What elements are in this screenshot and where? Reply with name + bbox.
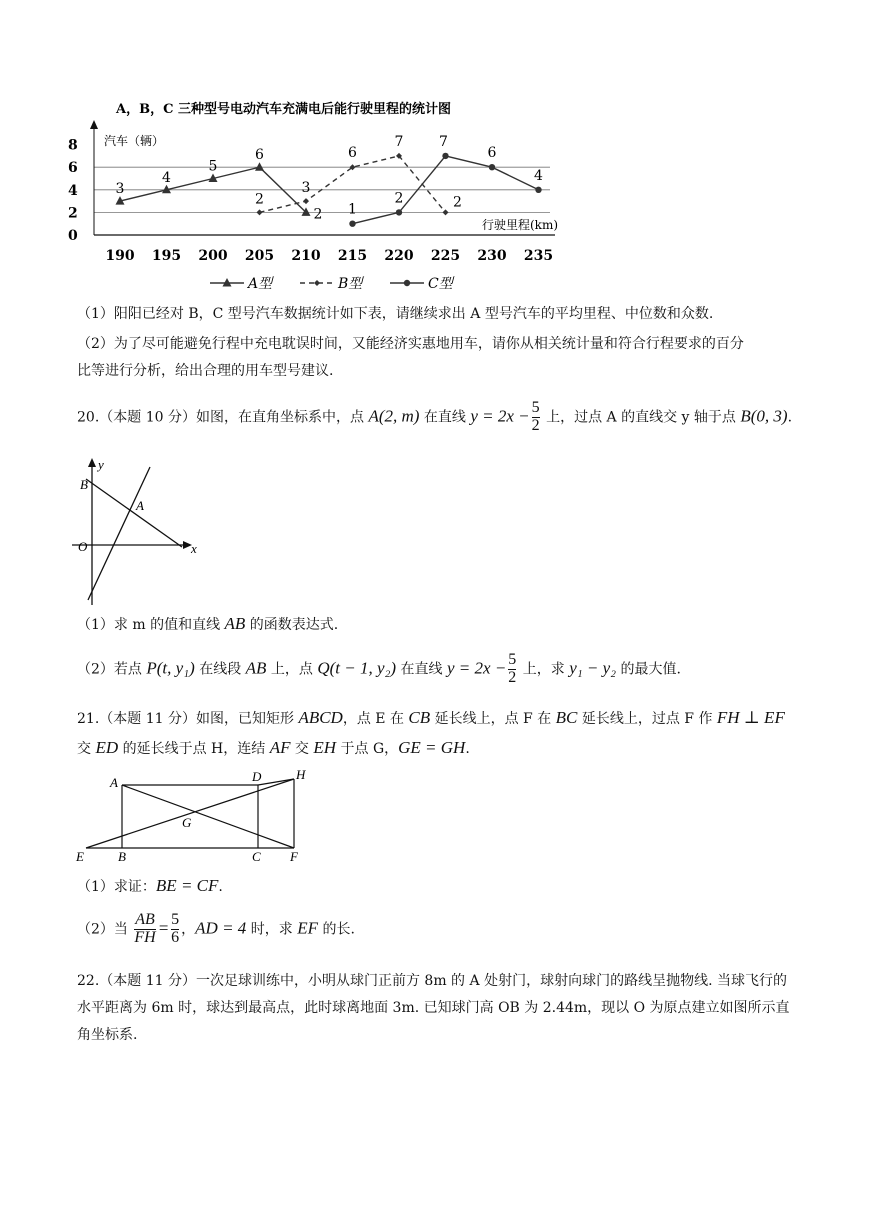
x-tick-label: 215 [337, 248, 368, 264]
y-tick-label: 2 [68, 205, 78, 222]
q20-coordinate-figure [68, 455, 208, 610]
legend-label: A型 [248, 276, 273, 292]
label-G: G [182, 815, 192, 830]
segment-af [122, 785, 294, 848]
data-label: 4 [162, 169, 171, 186]
x-tick-label: 225 [430, 248, 461, 264]
data-point-B型 [303, 198, 309, 204]
chart-title: A，B，C 三种型号电动汽车充满电后能行驶里程的统计图 [116, 102, 451, 117]
label-F: F [290, 849, 298, 864]
mileage-line-chart [60, 95, 580, 300]
data-label: 1 [348, 201, 357, 218]
data-point-B型 [257, 209, 263, 215]
data-point-A型 [255, 162, 264, 171]
q20-part2: （2）若点 P(t, y₁) 在线段 AB 上，点 Q(t − 1, y₂) 在直线 y = 2x − $\frac{5}{2}$ 上，求 y₁ − y₂ 的最大值. [77, 651, 681, 686]
y-tick-label: 0 [68, 228, 78, 244]
data-point-C型 [535, 187, 541, 193]
data-label: 2 [313, 206, 323, 223]
data-label: 7 [394, 133, 404, 150]
data-point-C型 [489, 164, 495, 170]
x-axis-label: 行驶里程(km) [482, 218, 559, 232]
y-tick-label: 6 [68, 160, 78, 177]
data-label: 4 [534, 167, 543, 184]
data-label: 5 [208, 158, 218, 175]
label-B: B [80, 477, 88, 492]
x-tick-label: 235 [523, 248, 554, 264]
line-ab [86, 479, 182, 547]
data-label: 3 [115, 181, 125, 198]
label-O: O [78, 539, 88, 554]
y-tick-label: 8 [68, 137, 78, 154]
legend-marker [314, 280, 320, 286]
q19-part2-line2: 比等进行分析，给出合理的用车型号建议. [77, 363, 334, 379]
data-label: 6 [255, 147, 264, 164]
label-H: H [296, 767, 306, 782]
data-label: 2 [453, 194, 462, 211]
q20-part1: （1）求 m 的值和直线 AB 的函数表达式. [77, 614, 339, 633]
data-point-C型 [442, 153, 448, 159]
label-B: B [118, 849, 126, 864]
legend-marker [223, 278, 232, 287]
data-label: 2 [394, 190, 404, 207]
x-tick-label: 230 [477, 248, 507, 264]
data-point-B型 [443, 209, 449, 215]
q21-stem-line1: 21.（本题 11 分）如图，已知矩形 ABCD，点 E 在 CB 延长线上，点 F 在 BC 延长线上，过点 F 作 FH ⊥ EF [77, 708, 785, 727]
segment-dh [258, 779, 294, 785]
data-label: 6 [348, 145, 357, 162]
label-y: y [98, 457, 104, 472]
q20-stem: 20.（本题 10 分）如图，在直角坐标系中，点 A(2, m) 在直线 y = 2x − $\frac{5}{2}$ 上，过点 A 的直线交 y 轴于点 B(0, 3). [77, 399, 793, 434]
legend-label: C型 [428, 276, 453, 292]
q21-stem-line2: 交 ED 的延长线于点 H，连结 AF 交 EH 于点 G，GE = GH. [77, 738, 470, 757]
label-x: x [191, 541, 197, 556]
data-point-C型 [396, 209, 402, 215]
x-tick-label: 205 [244, 248, 275, 264]
label-C: C [252, 849, 261, 864]
data-point-C型 [349, 221, 355, 227]
y-tick-label: 4 [68, 182, 78, 199]
label-E: E [76, 849, 84, 864]
data-label: 6 [487, 145, 497, 162]
legend-label: B型 [338, 276, 363, 292]
q22-stem: 22.（本题 11 分）一次足球训练中，小明从球门正前方 8m 的 A 处射门，球射向球门的路线呈抛物线. 当球飞行的水平距离为 6m 时，球达到最高点，此时球离地面 3m. 已知球门高 OB 为 2.44m，现以 O 为原点建立如图所示直角坐标系. [77, 973, 790, 1043]
q21-part2: （2）当 $\frac{AB}{FH}$ = $\frac{5}{6}$ ，AD = 4 时，求 EF 的长. [77, 911, 355, 946]
x-tick-label: 200 [198, 248, 228, 264]
q21-part1: （1）求证：BE = CF. [77, 876, 223, 895]
x-tick-label: 210 [291, 248, 321, 264]
q19-part1: （1）阳阳已经对 B，C 型号汽车数据统计如下表，请继续求出 A 型号汽车的平均里程、中位数和众数. [77, 306, 714, 322]
y-axis-arrow [90, 120, 98, 129]
y-axis-arrow [88, 458, 96, 467]
x-tick-label: 190 [105, 248, 135, 264]
q21-rectangle-figure [72, 765, 322, 865]
q19-part2-line1: （2）为了尽可能避免行程中充电耽误时间，又能经济实惠地用车，请你从相关统计量和符合行程要求的百分 [77, 336, 744, 352]
label-D: D [252, 769, 262, 784]
y-axis-label: 汽车（辆） [104, 134, 165, 148]
x-tick-label: 220 [384, 248, 414, 264]
label-A: A [136, 498, 144, 513]
data-label: 2 [255, 191, 264, 208]
data-label: 3 [301, 180, 311, 197]
data-label: 7 [439, 133, 448, 150]
legend-marker [404, 280, 410, 286]
label-A: A [110, 775, 118, 790]
x-tick-label: 195 [151, 248, 182, 264]
